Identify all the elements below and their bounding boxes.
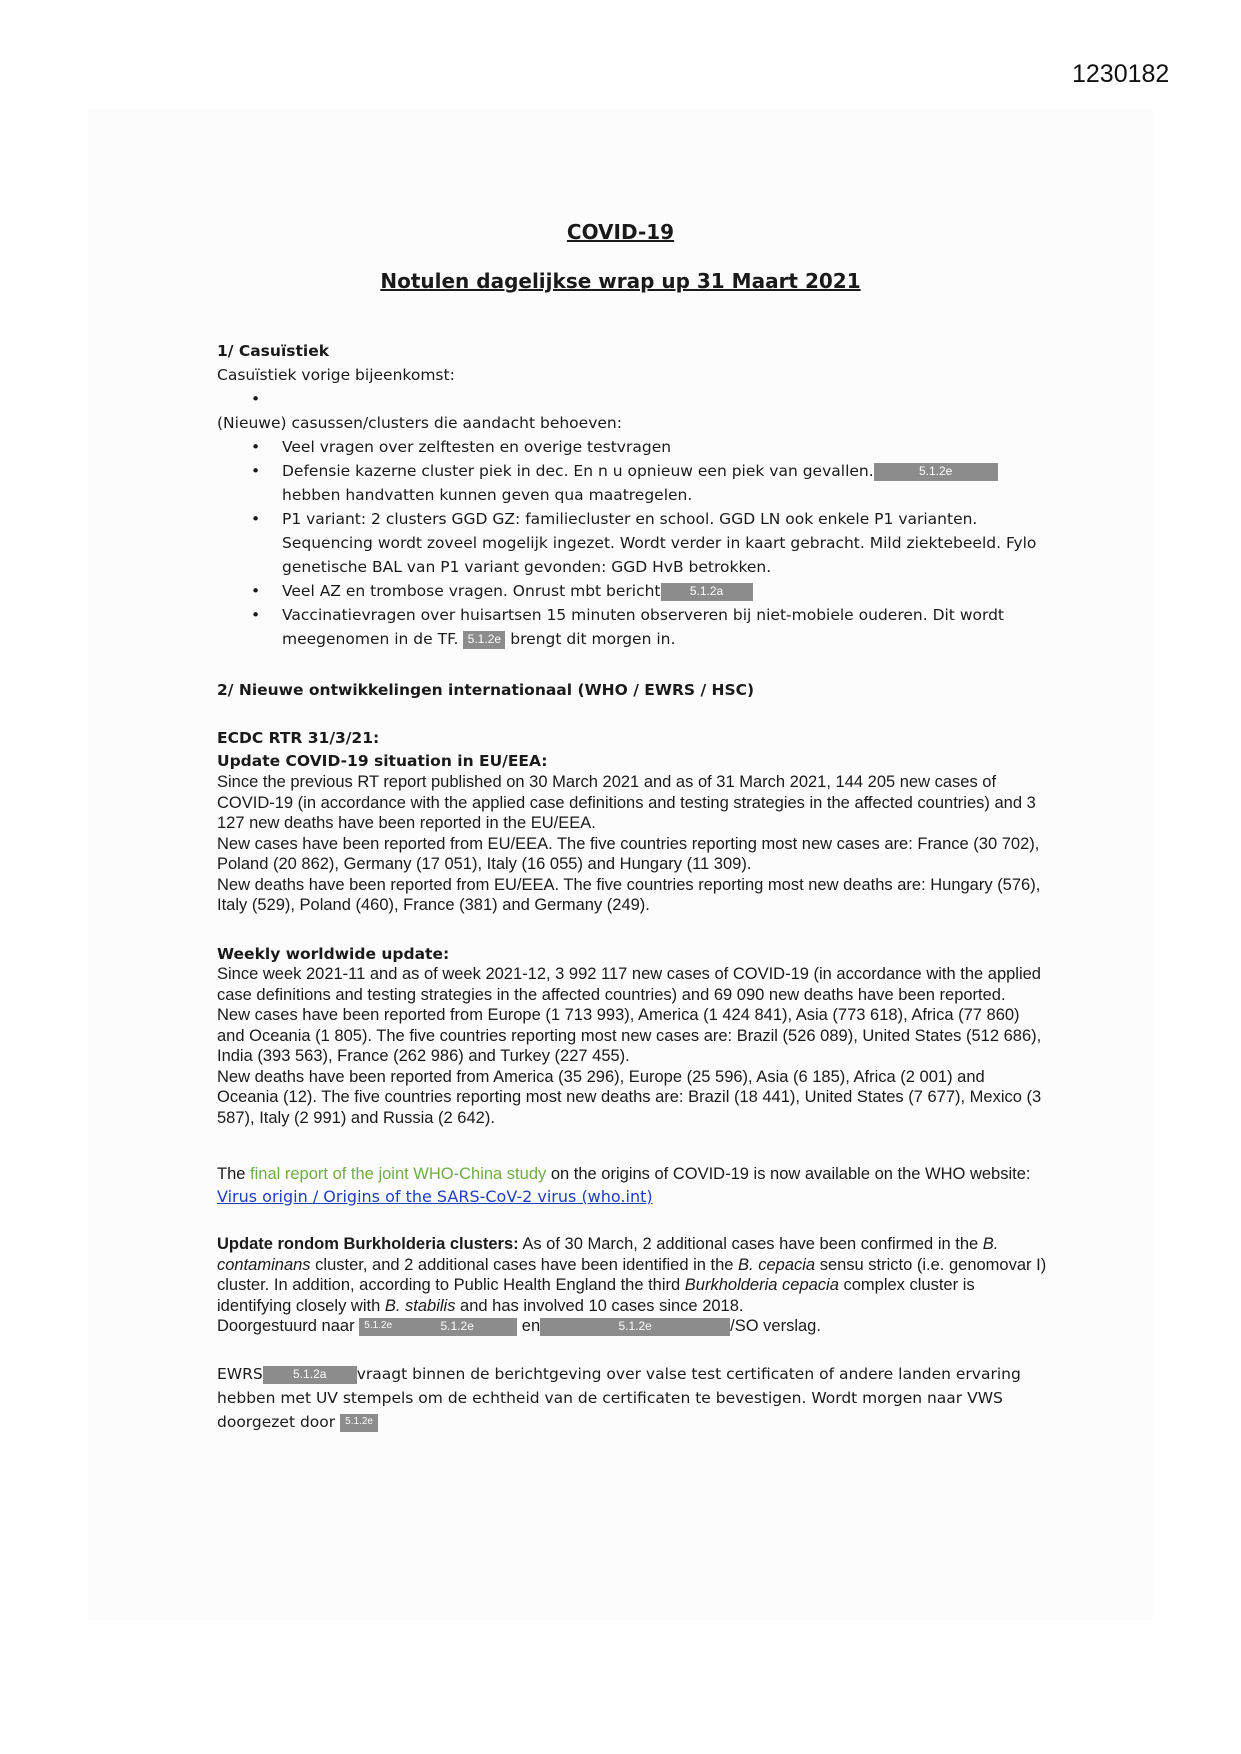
section-heading: 1/ Casuïstiek [217,342,330,360]
new-cases-label: (Nieuwe) casussen/clusters die aandacht behoeven: [217,414,622,432]
empty-bullet [217,387,1047,411]
highlighted-phrase: final report of the joint WHO-China study [250,1165,547,1183]
redaction-box: 5.1.2e [874,463,998,481]
document-subtitle: Notulen dagelijkse wrap up 31 Maart 2021 [380,269,861,293]
redaction-box: 5.1.2e [463,631,505,649]
page-number: 1230182 [1072,60,1170,88]
worldwide-body [217,964,1047,1128]
redaction-box: 5.1.2e [359,1318,397,1336]
paragraph: Since week 2021-11 and as of week 2021-12, 3 992 117 new cases of COVID-19 (in accordance with the applied case definitions and testing strategies in the affected countries) and 69 090 new deaths have been reported. [217,965,1041,1004]
eu-update-heading: Update COVID-19 situation in EU/EEA: [217,752,548,770]
redaction-box: 5.1.2e [540,1318,730,1336]
previous-meeting-label: Casuïstiek vorige bijeenkomst: [217,366,455,384]
paragraph: New cases have been reported from Europe (1 713 993), America (1 424 841), Asia (773 618), Africa (77 860) and Oceania (1 805). The five countries reporting most new cases are: Brazil (526 089), United States (512 686), India (393 563), France (262 986) and Turkey (227 455). [217,1006,1042,1065]
redaction-box: 5.1.2a [263,1366,357,1384]
previous-meeting-list [217,387,1047,411]
paragraph: New deaths have been reported from EU/EEA. The five countries reporting most new deaths are: Hungary (576), Italy (529), Poland (460), France (381) and Germany (249). [217,875,1041,914]
ecdc-heading: ECDC RTR 31/3/21: [217,729,380,747]
ewrs-paragraph: EWRS 5.1.2a vraagt binnen de berichtgeving over valse test certificaten of andere landen ervaring hebben met UV stempels om de echtheid van de certificaten te bevestigen. Wordt morgen naar VWS doorgezet door 5.1.2e [217,1365,1021,1431]
list-item: • Defensie kazerne cluster piek in dec. En n u opnieuw een piek van gevallen. 5.1.2e hebben handvatten kunnen geven qua maatregelen. [217,459,1047,507]
document-title: COVID-19 [566,220,675,244]
paragraph: New deaths have been reported from America (35 296), Europe (25 596), Asia (6 185), Africa (2 001) and Oceania (12). The five countries reporting most new deaths are: Brazil (18 441), United States (7 677), Mexico (3 587), Italy (2 991) and Russia (2 642). [217,1067,1042,1127]
paragraph: Since the previous RT report published on 30 March 2021 and as of 31 March 2021, 144 205 new cases of COVID-19 (in accordance with the applied case definitions and testing strategies in the affected countries) and 3 127 new deaths have been reported in the EU/EEA. [217,773,1036,832]
eu-update-body [217,772,1047,916]
list-item: • Vaccinatievragen over huisartsen 15 minuten observeren bij niet-mobiele ouderen. Dit wordt meegenomen in de TF. 5.1.2e brengt dit morgen in. [217,603,1047,651]
redaction-box: 5.1.2e [397,1318,517,1336]
list-item: • Veel vragen over zelftesten en overige testvragen [217,435,1047,459]
section-international-heading: 2/ Nieuwe ontwikkelingen internationaal (WHO / EWRS / HSC) [217,681,755,699]
new-cases-list [217,435,1047,651]
list-item: • P1 variant: 2 clusters GGD GZ: familiecluster en school. GGD LN ook enkele P1 varianten. Sequencing wordt zoveel mogelijk ingezet. Wordt verder in kaart gebracht. Mild ziektebeeld. Fylo genetische BAL van P1 variant gevonden: GGD HvB betrokken. [217,507,1047,579]
worldwide-heading: Weekly worldwide update: [217,945,450,963]
who-link[interactable]: Virus origin / Origins of the SARS-CoV-2 virus (who.int) [217,1186,653,1206]
who-paragraph: The final report of the joint WHO-China study on the origins of COVID-19 is now available on the WHO website: Virus origin / Origins of the SARS-CoV-2 virus (who.int) [217,1165,1031,1206]
redaction-box: 5.1.2e [340,1414,378,1432]
list-item: • Veel AZ en trombose vragen. Onrust mbt bericht 5.1.2a [217,579,1047,603]
section-casuistiek [217,339,1047,651]
burkholderia-paragraph: Update rondom Burkholderia clusters: As of 30 March, 2 additional cases have been confirmed in the B. contaminans cluster, and 2 additional cases have been identified in the B. cepacia sensu stricto (i.e. genomovar I) cluster. In addition, according to Public Health England the third Burkholderia cepacia complex cluster is identifying closely with B. stabilis and has involved 10 cases since 2018. Doorgestuurd naar 5.1.2e 5.1.2e en 5.1.2e /SO verslag. [217,1235,1047,1335]
paragraph: New cases have been reported from EU/EEA. The five countries reporting most new cases are: France (30 702), Poland (20 862), Germany (17 051), Italy (16 055) and Hungary (11 309). [217,834,1040,873]
redaction-box: 5.1.2a [661,583,753,601]
